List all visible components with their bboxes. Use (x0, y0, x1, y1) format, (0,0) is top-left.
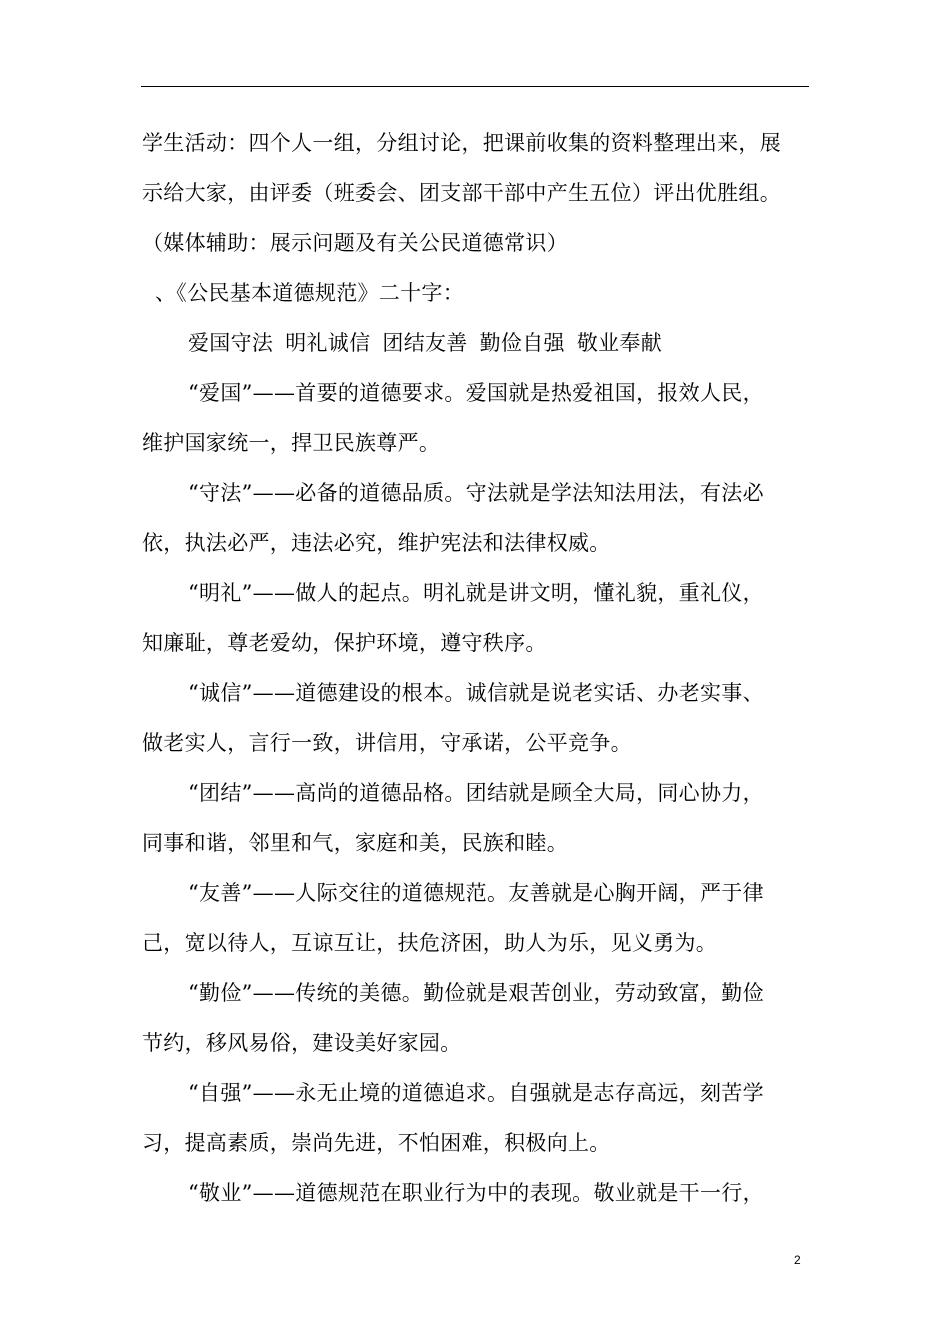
paragraph-line: 节约，移风易俗，建设美好家园。 (142, 1031, 462, 1055)
document-body (142, 118, 810, 1218)
paragraph-line: “团结”——高尚的道德品格。团结就是顾全大局，同心协力， (188, 781, 764, 805)
paragraph-line: “自强”——永无止境的道德追求。自强就是志存高远，刻苦学 (188, 1081, 764, 1105)
paragraph-line: 同事和谐，邻里和气，家庭和美，民族和睦。 (142, 831, 568, 855)
paragraph-line: （媒体辅助：展示问题及有关公民道德常识） (142, 231, 568, 255)
paragraph-line: 学生活动：四个人一组，分组讨论，把课前收集的资料整理出来，展 (142, 131, 781, 155)
virtue-item: 爱国守法 (188, 331, 274, 355)
paragraph-line: 己，宽以待人，互谅互让，扶危济困，助人为乐，见义勇为。 (142, 931, 718, 955)
virtue-item: 团结友善 (382, 331, 468, 355)
paragraph-line: 知廉耻，尊老爱幼，保护环境，遵守秩序。 (142, 631, 547, 655)
virtues-line (142, 318, 810, 368)
paragraph-line: 依，执法必严，违法必究，维护宪法和法律权威。 (142, 531, 611, 555)
paragraph-line: “爱国”——首要的道德要求。爱国就是热爱祖国，报效人民， (188, 381, 764, 405)
section-heading: 、《公民基本道德规范》二十字： (155, 281, 464, 305)
paragraph-line: 维护国家统一，捍卫民族尊严。 (142, 431, 441, 455)
virtue-item: 勤俭自强 (479, 331, 565, 355)
page-number: 2 (794, 1253, 801, 1267)
virtue-item: 敬业奉献 (576, 331, 663, 355)
paragraph-line: 示给大家，由评委（班委会、团支部干部中产生五位）评出优胜组。 (142, 181, 781, 205)
paragraph-line: “敬业”——道德规范在职业行为中的表现。敬业就是干一行， (188, 1181, 764, 1205)
paragraph-line: “勤俭”——传统的美德。勤俭就是艰苦创业，劳动致富，勤俭 (188, 981, 764, 1005)
paragraph-line: 习，提高素质，崇尚先进，不怕困难，积极向上。 (142, 1131, 611, 1155)
paragraph-line: 做老实人，言行一致，讲信用，守承诺，公平竞争。 (142, 731, 632, 755)
paragraph-line: “友善”——人际交往的道德规范。友善就是心胸开阔，严于律 (188, 881, 764, 905)
paragraph-line: “守法”——必备的道德品质。守法就是学法知法用法，有法必 (188, 481, 764, 505)
header-rule (141, 86, 809, 87)
virtue-item: 明礼诚信 (285, 331, 371, 355)
paragraph-line: “诚信”——道德建设的根本。诚信就是说老实话、办老实事、 (188, 681, 764, 705)
paragraph-line: “明礼”——做人的起点。明礼就是讲文明，懂礼貌，重礼仪， (188, 581, 764, 605)
